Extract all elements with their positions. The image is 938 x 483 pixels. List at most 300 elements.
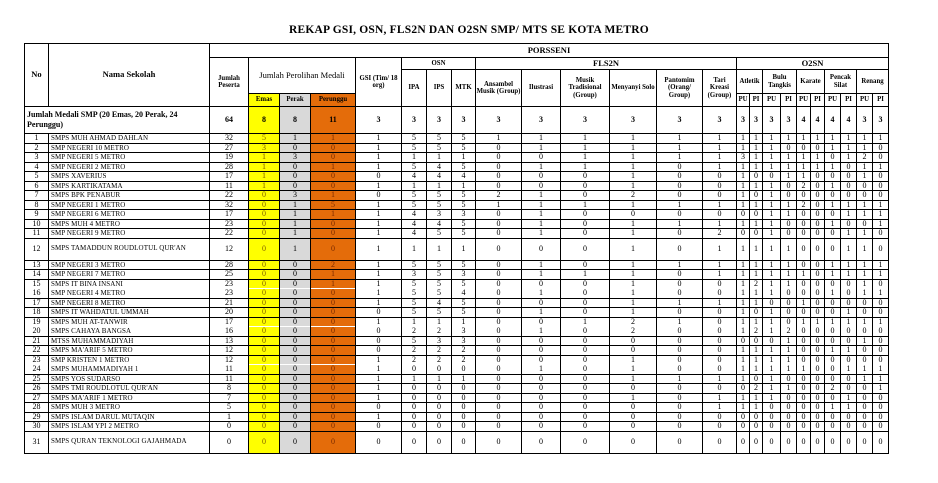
summary-atletik-pi: 3 [750,107,763,134]
cell-fls2n-menyanyi-solo: 0 [610,403,657,413]
cell-jumlah-peserta: 32 [210,134,249,144]
cell-atletik-pi: 0 [750,422,763,432]
cell-pencak-silat-pu: 0 [825,308,841,318]
cell-perunggu: 1 [311,279,356,289]
cell-pencak-silat-pu: 0 [825,279,841,289]
row-school-name: SMPS MUH 3 METRO [49,403,210,413]
cell-fls2n-tari-kreasi: 1 [703,298,737,308]
cell-atletik-pu: 1 [737,260,750,270]
cell-renang-pi: 0 [873,143,889,153]
header-osn: OSN [402,58,476,70]
cell-fls2n-ansambel: 0 [476,365,522,375]
cell-fls2n-ilustrasi: 1 [522,289,561,299]
cell-pencak-silat-pi: 0 [841,327,857,337]
cell-perunggu: 0 [311,172,356,182]
cell-bulu-tangkis-pi: 1 [781,336,797,346]
cell-perak: 0 [280,384,311,394]
cell-gsi: 1 [356,279,402,289]
summary-emas: 8 [249,107,280,134]
cell-fls2n-pantomim: 0 [657,191,703,201]
cell-perak: 0 [280,279,311,289]
cell-renang-pu: 1 [857,270,873,280]
cell-emas: 0 [249,355,280,365]
cell-karate-pi: 0 [811,181,825,191]
cell-gsi: 1 [356,289,402,299]
cell-osn-ipa: 5 [402,162,427,172]
cell-jumlah-peserta: 21 [210,298,249,308]
row-no: 14 [25,270,49,280]
header-emas: Emas [249,94,280,107]
cell-atletik-pu: 1 [737,181,750,191]
cell-perak: 0 [280,181,311,191]
cell-perunggu: 1 [311,162,356,172]
cell-bulu-tangkis-pu: 1 [763,162,781,172]
summary-pencak-silat-pu: 4 [825,107,841,134]
cell-perak: 0 [280,403,311,413]
cell-bulu-tangkis-pi: 1 [781,346,797,356]
cell-atletik-pi: 2 [750,384,763,394]
cell-pencak-silat-pu: 0 [825,374,841,384]
cell-fls2n-ilustrasi: 0 [522,403,561,413]
cell-karate-pi: 0 [811,374,825,384]
cell-fls2n-pantomim: 0 [657,181,703,191]
cell-fls2n-tari-kreasi: 0 [703,431,737,453]
row-school-name: SMP NEGERI 4 METRO [49,289,210,299]
cell-fls2n-musik-tradisional: 1 [561,134,610,144]
cell-fls2n-menyanyi-solo: 2 [610,327,657,337]
cell-fls2n-pantomim: 0 [657,384,703,394]
cell-fls2n-ilustrasi: 0 [522,384,561,394]
cell-renang-pi: 1 [873,365,889,375]
cell-bulu-tangkis-pu: 1 [763,181,781,191]
cell-bulu-tangkis-pi: 1 [781,210,797,220]
cell-perak: 1 [280,229,311,239]
cell-osn-mtk: 5 [452,162,476,172]
cell-osn-ips: 5 [427,229,452,239]
cell-fls2n-musik-tradisional: 0 [561,346,610,356]
cell-fls2n-tari-kreasi: 0 [703,365,737,375]
table-row [25,431,889,453]
cell-pencak-silat-pu: 1 [825,403,841,413]
cell-emas: 0 [249,270,280,280]
row-no: 12 [25,238,49,260]
cell-bulu-tangkis-pu: 1 [763,317,781,327]
cell-fls2n-musik-tradisional: 0 [561,219,610,229]
cell-fls2n-ilustrasi: 1 [522,365,561,375]
cell-renang-pi: 1 [873,260,889,270]
cell-osn-ips: 3 [427,336,452,346]
cell-pencak-silat-pu: 1 [825,200,841,210]
cell-pencak-silat-pi: 1 [841,346,857,356]
cell-fls2n-ansambel: 0 [476,308,522,318]
cell-jumlah-peserta: 17 [210,317,249,327]
cell-perunggu: 0 [311,143,356,153]
cell-perak: 0 [280,374,311,384]
table-row [25,210,889,220]
cell-renang-pi: 0 [873,393,889,403]
cell-atletik-pi: 0 [750,172,763,182]
cell-pencak-silat-pi: 0 [841,431,857,453]
cell-bulu-tangkis-pu: 1 [763,393,781,403]
cell-pencak-silat-pi: 1 [841,200,857,210]
cell-atletik-pu: 1 [737,219,750,229]
cell-gsi: 1 [356,355,402,365]
cell-karate-pu: 0 [797,403,811,413]
header-jumlah-peserta: Jumlah Peserta [210,58,249,107]
cell-emas: 1 [249,162,280,172]
cell-karate-pu: 0 [797,393,811,403]
cell-fls2n-menyanyi-solo: 1 [610,143,657,153]
cell-osn-mtk: 1 [452,153,476,163]
cell-fls2n-menyanyi-solo: 1 [610,260,657,270]
cell-osn-ips: 1 [427,181,452,191]
cell-pencak-silat-pi: 0 [841,279,857,289]
cell-osn-ips: 4 [427,298,452,308]
cell-karate-pi: 0 [811,412,825,422]
table-row [25,238,889,260]
cell-fls2n-pantomim: 0 [657,308,703,318]
cell-fls2n-menyanyi-solo: 2 [610,191,657,201]
cell-emas: 3 [249,143,280,153]
cell-bulu-tangkis-pi: 0 [781,298,797,308]
cell-emas: 0 [249,229,280,239]
header-o2sn-bulu-tangkis: Bulu Tangkis [763,70,797,94]
cell-fls2n-ilustrasi: 1 [522,162,561,172]
cell-renang-pu: 1 [857,279,873,289]
cell-emas: 0 [249,260,280,270]
cell-fls2n-tari-kreasi: 0 [703,181,737,191]
table-row [25,336,889,346]
cell-gsi: 1 [356,238,402,260]
cell-renang-pi: 1 [873,317,889,327]
cell-emas: 1 [249,181,280,191]
row-school-name: SMP NEGERI 2 METRO [49,162,210,172]
cell-gsi: 0 [356,346,402,356]
cell-pencak-silat-pu: 0 [825,172,841,182]
cell-jumlah-peserta: 0 [210,422,249,432]
cell-karate-pu: 0 [797,431,811,453]
cell-perunggu: 0 [311,153,356,163]
cell-fls2n-tari-kreasi: 0 [703,355,737,365]
row-no: 11 [25,229,49,239]
cell-renang-pi: 0 [873,298,889,308]
header-fls2n-pantomim: Pantomim (Orang/ Group) [657,70,703,107]
cell-fls2n-pantomim: 0 [657,412,703,422]
row-no: 27 [25,393,49,403]
row-no: 19 [25,317,49,327]
summary-perak: 8 [280,107,311,134]
row-school-name: SMPS QURAN TEKNOLOGI GAJAHMADA [49,431,210,453]
cell-gsi: 1 [356,393,402,403]
cell-gsi: 1 [356,374,402,384]
cell-renang-pi: 0 [873,172,889,182]
cell-karate-pu: 0 [797,374,811,384]
cell-bulu-tangkis-pu: 0 [763,403,781,413]
header-fls2n-ansambel: Ansambel Musik (Group) [476,70,522,107]
cell-karate-pu: 1 [797,134,811,144]
header-porsseni: PORSSENI [210,44,889,58]
row-school-name: SMPS IT WAHDATUL UMMAH [49,308,210,318]
cell-fls2n-musik-tradisional: 1 [561,200,610,210]
cell-pencak-silat-pu: 1 [825,270,841,280]
cell-gsi: 1 [356,317,402,327]
cell-renang-pi: 0 [873,431,889,453]
cell-fls2n-musik-tradisional: 0 [561,260,610,270]
row-no: 31 [25,431,49,453]
cell-karate-pi: 0 [811,403,825,413]
cell-renang-pi: 0 [873,327,889,337]
cell-renang-pi: 1 [873,270,889,280]
cell-karate-pu: 0 [797,229,811,239]
cell-fls2n-tari-kreasi: 0 [703,289,737,299]
cell-karate-pi: 0 [811,346,825,356]
cell-jumlah-peserta: 17 [210,172,249,182]
cell-atletik-pi: 1 [750,219,763,229]
cell-bulu-tangkis-pu: 1 [763,308,781,318]
row-school-name: SMP NEGERI 8 METRO [49,298,210,308]
cell-karate-pi: 0 [811,365,825,375]
cell-emas: 0 [249,279,280,289]
cell-bulu-tangkis-pu: 1 [763,260,781,270]
cell-fls2n-ilustrasi: 0 [522,317,561,327]
cell-fls2n-menyanyi-solo: 1 [610,238,657,260]
header-o2sn-renang: Renang [857,70,889,94]
cell-fls2n-musik-tradisional: 0 [561,298,610,308]
cell-fls2n-menyanyi-solo: 1 [610,289,657,299]
cell-bulu-tangkis-pi: 1 [781,200,797,210]
cell-perunggu: 0 [311,422,356,432]
cell-perunggu: 0 [311,289,356,299]
cell-atletik-pu: 1 [737,365,750,375]
cell-fls2n-ilustrasi: 1 [522,260,561,270]
table-row [25,355,889,365]
row-school-name: MTSS MUHAMMADIYAH [49,336,210,346]
table-row [25,134,889,144]
cell-osn-mtk: 1 [452,374,476,384]
summary-perunggu: 11 [311,107,356,134]
row-school-name: SMPS IT BINA INSANI [49,279,210,289]
header-no: No [25,44,49,107]
cell-fls2n-tari-kreasi: 0 [703,336,737,346]
cell-renang-pu: 0 [857,384,873,394]
cell-osn-ips: 0 [427,431,452,453]
cell-renang-pi: 0 [873,191,889,201]
cell-karate-pu: 0 [797,210,811,220]
cell-perunggu: 0 [311,336,356,346]
cell-fls2n-musik-tradisional: 1 [561,162,610,172]
cell-osn-ipa: 1 [402,181,427,191]
cell-pencak-silat-pi: 0 [841,172,857,182]
cell-bulu-tangkis-pu: 1 [763,219,781,229]
cell-fls2n-tari-kreasi: 0 [703,279,737,289]
cell-perunggu: 0 [311,327,356,337]
cell-bulu-tangkis-pi: 1 [781,365,797,375]
cell-gsi: 1 [356,365,402,375]
cell-jumlah-peserta: 19 [210,153,249,163]
cell-fls2n-menyanyi-solo: 1 [610,365,657,375]
cell-atletik-pi: 1 [750,153,763,163]
cell-karate-pu: 0 [797,260,811,270]
cell-pencak-silat-pi: 1 [841,317,857,327]
cell-fls2n-menyanyi-solo: 2 [610,317,657,327]
cell-osn-ips: 5 [427,200,452,210]
cell-osn-mtk: 3 [452,327,476,337]
cell-pencak-silat-pu: 0 [825,365,841,375]
cell-emas: 5 [249,134,280,144]
cell-jumlah-peserta: 17 [210,210,249,220]
cell-pencak-silat-pu: 1 [825,134,841,144]
cell-osn-mtk: 5 [452,143,476,153]
cell-atletik-pi: 0 [750,412,763,422]
page-title: REKAP GSI, OSN, FLS2N DAN O2SN SMP/ MTS SE KOTA METRO [289,24,649,36]
cell-gsi: 0 [356,308,402,318]
header-fls2n-menyanyi-solo: Menyanyi Solo [610,70,657,107]
cell-fls2n-ansambel: 0 [476,412,522,422]
cell-pencak-silat-pi: 0 [841,374,857,384]
cell-perunggu: 0 [311,317,356,327]
cell-karate-pu: 0 [797,219,811,229]
cell-emas: 0 [249,317,280,327]
cell-atletik-pu: 1 [737,403,750,413]
cell-pencak-silat-pi: 0 [841,162,857,172]
cell-gsi: 0 [356,336,402,346]
table-row [25,260,889,270]
summary-fls2n-menyanyi-solo: 3 [610,107,657,134]
row-school-name: SMPS MA'ARIF 5 METRO [49,346,210,356]
cell-atletik-pu: 1 [737,270,750,280]
cell-osn-mtk: 5 [452,134,476,144]
cell-fls2n-pantomim: 0 [657,210,703,220]
row-no: 2 [25,143,49,153]
row-no: 17 [25,298,49,308]
cell-fls2n-pantomim: 0 [657,431,703,453]
cell-gsi: 1 [356,260,402,270]
row-no: 26 [25,384,49,394]
cell-jumlah-peserta: 0 [210,431,249,453]
cell-atletik-pu: 0 [737,384,750,394]
row-school-name: SMPS CAHAYA BANGSA [49,327,210,337]
cell-emas: 0 [249,431,280,453]
cell-fls2n-menyanyi-solo: 1 [610,153,657,163]
cell-karate-pi: 0 [811,200,825,210]
cell-fls2n-ansambel: 0 [476,153,522,163]
cell-fls2n-pantomim: 0 [657,238,703,260]
cell-fls2n-menyanyi-solo: 1 [610,200,657,210]
table-row [25,412,889,422]
header-o2sn-pu: PU [737,94,750,107]
cell-perak: 0 [280,393,311,403]
cell-fls2n-menyanyi-solo: 1 [610,219,657,229]
cell-pencak-silat-pi: 0 [841,289,857,299]
cell-atletik-pi: 1 [750,260,763,270]
cell-karate-pu: 0 [797,336,811,346]
cell-bulu-tangkis-pi: 1 [781,355,797,365]
cell-pencak-silat-pu: 0 [825,422,841,432]
table-row [25,403,889,413]
cell-pencak-silat-pu: 0 [825,191,841,201]
cell-karate-pi: 1 [811,317,825,327]
cell-perunggu: 5 [311,200,356,210]
cell-osn-mtk: 1 [452,317,476,327]
cell-fls2n-pantomim: 1 [657,219,703,229]
cell-bulu-tangkis-pi: 1 [781,162,797,172]
cell-fls2n-ilustrasi: 1 [522,308,561,318]
cell-renang-pu: 1 [857,374,873,384]
cell-fls2n-menyanyi-solo: 0 [610,431,657,453]
cell-bulu-tangkis-pu: 1 [763,143,781,153]
cell-jumlah-peserta: 16 [210,327,249,337]
cell-karate-pi: 0 [811,191,825,201]
cell-fls2n-ansambel: 0 [476,270,522,280]
cell-karate-pu: 1 [797,317,811,327]
cell-osn-ips: 0 [427,403,452,413]
cell-renang-pi: 0 [873,346,889,356]
cell-renang-pi: 0 [873,153,889,163]
header-o2sn-pu: PU [763,94,781,107]
cell-karate-pi: 0 [811,210,825,220]
cell-pencak-silat-pu: 0 [825,298,841,308]
cell-renang-pu: 0 [857,412,873,422]
cell-osn-ipa: 5 [402,308,427,318]
cell-atletik-pi: 1 [750,181,763,191]
summary-row [25,107,889,134]
cell-osn-ips: 5 [427,279,452,289]
cell-fls2n-menyanyi-solo: 1 [610,298,657,308]
cell-atletik-pu: 0 [737,229,750,239]
cell-atletik-pi: 1 [750,134,763,144]
cell-renang-pu: 0 [857,346,873,356]
cell-fls2n-tari-kreasi: 0 [703,172,737,182]
cell-fls2n-menyanyi-solo: 0 [610,412,657,422]
cell-fls2n-musik-tradisional: 0 [561,422,610,432]
cell-fls2n-ansambel: 0 [476,431,522,453]
cell-atletik-pi: 1 [750,355,763,365]
cell-renang-pi: 0 [873,422,889,432]
cell-bulu-tangkis-pu: 0 [763,422,781,432]
row-no: 1 [25,134,49,144]
cell-karate-pu: 0 [797,289,811,299]
cell-osn-mtk: 5 [452,260,476,270]
cell-karate-pu: 0 [797,238,811,260]
cell-fls2n-musik-tradisional: 0 [561,191,610,201]
cell-fls2n-menyanyi-solo: 1 [610,393,657,403]
cell-bulu-tangkis-pi: 0 [781,422,797,432]
row-no: 29 [25,412,49,422]
cell-renang-pu: 0 [857,298,873,308]
cell-fls2n-pantomim: 0 [657,279,703,289]
cell-renang-pu: 1 [857,162,873,172]
cell-fls2n-ansambel: 0 [476,143,522,153]
cell-gsi: 1 [356,298,402,308]
cell-pencak-silat-pu: 0 [825,336,841,346]
table-row [25,153,889,163]
cell-karate-pi: 0 [811,238,825,260]
cell-fls2n-ilustrasi: 0 [522,181,561,191]
row-school-name: SMP NEGERI 9 METRO [49,229,210,239]
cell-osn-ips: 0 [427,393,452,403]
cell-bulu-tangkis-pu: 1 [763,210,781,220]
cell-fls2n-ilustrasi: 0 [522,153,561,163]
cell-fls2n-ilustrasi: 0 [522,298,561,308]
cell-jumlah-peserta: 12 [210,238,249,260]
cell-fls2n-musik-tradisional: 1 [561,153,610,163]
cell-pencak-silat-pi: 0 [841,384,857,394]
cell-bulu-tangkis-pu: 1 [763,270,781,280]
cell-atletik-pu: 1 [737,289,750,299]
header-o2sn-pi: PI [750,94,763,107]
cell-atletik-pi: 0 [750,336,763,346]
cell-osn-mtk: 5 [452,200,476,210]
